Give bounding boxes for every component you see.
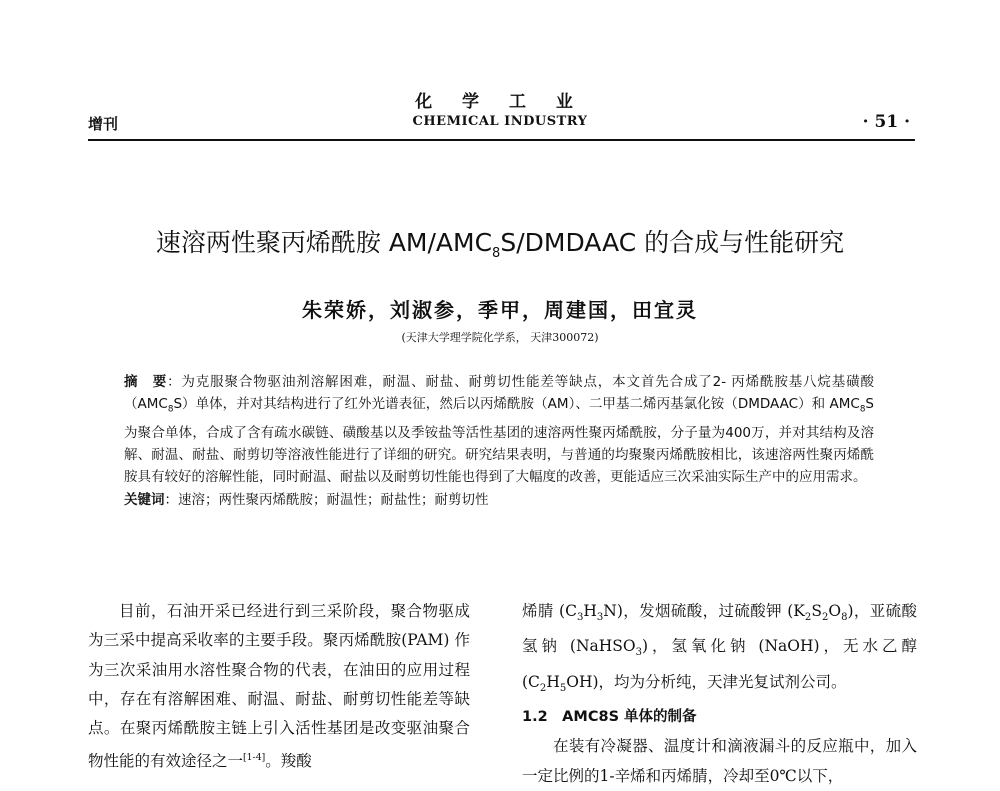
abstract: [124, 371, 874, 511]
page-number: · 51 ·: [862, 112, 910, 132]
journal-title-cn: 化 学 工 业: [415, 92, 585, 112]
issue-label: 增刊: [88, 115, 119, 133]
intro-paragraph: 目前，石油开采已经进行到三采阶段，聚合物驱成为三采中提高采收率的主要手段。聚丙烯酰胺(PAM) 作为三次采油用水溶性聚合物的代表，在油田的应用过程中，存在有溶解困难、耐温、耐盐、耐剪切性能差等缺点。在聚丙烯酰胺主链上引入活性基团是改变驱油聚合物性能的有效途径之一[1-4]。羧酸: [88, 602, 470, 771]
citation: [1-4]: [243, 752, 266, 764]
abstract-label: 摘 要: [124, 374, 168, 390]
section-heading: 1.2 AMC8S 单体的制备: [522, 709, 697, 726]
affiliation: (天津大学理学院化学系， 天津300072): [401, 331, 599, 344]
header-rule: [88, 139, 915, 141]
method-paragraph: 在装有冷凝器、温度计和滴液漏斗的反应瓶中，加入一定比例的1-辛烯和丙烯腈，冷却至0℃以下，: [522, 737, 917, 785]
reagents-paragraph: 烯腈 $(C_3H_3N)$，发烟硫酸，过硫酸钾 $(K_2S_2O_8)$，亚硫酸氢钠 (NaHSO$_3$)，氢氧化钠 (NaOH)，无水乙醇 $(C_2H_5OH)$，均为分析纯，天津光复试剂公司。: [522, 602, 917, 694]
left-column: [88, 597, 470, 777]
journal-title-en: CHEMICAL INDUSTRY: [412, 114, 588, 129]
right-column: [522, 597, 917, 791]
keywords-label: 关键词: [124, 491, 165, 508]
authors: 朱荣娇，刘淑参，季甲，周建国，田宜灵: [302, 298, 698, 322]
abstract-text: 摘 要：为克服聚合物驱油剂溶解困难，耐温、耐盐、耐剪切性能差等缺点，本文首先合成了2- 丙烯酰胺基八烷基磺酸$(AMC_8S)$单体，并对其结构进行了红外光谱表征，然后以丙烯酰胺（AM）、二甲基二烯丙基氯化铵（DMDAAC）和 $AMC_8S$ 为聚合单体，合成了含有疏水碳链、磺酸基以及季铵盐等活性基团的速溶两性聚丙烯酰胺，分子量为400万，并对其结构及溶解、耐温、耐盐、耐剪切等溶液性能进行了详细的研究。研究结果表明，与普通的均聚聚丙烯酰胺相比，该速溶两性聚丙烯酰胺具有较好的溶解性能，同时耐温、耐盐以及耐剪切性能也得到了大幅度的改善，更能适应三次采油实际生产中的应用需求。: [124, 374, 874, 486]
paper-title: 速溶两性聚丙烯酰胺 $AM/AMC_8S$/DMDAAC 的合成与性能研究: [155, 228, 845, 261]
keywords: 关键词：速溶；两性聚丙烯酰胺；耐温性；耐盐性；耐剪切性: [124, 491, 489, 508]
